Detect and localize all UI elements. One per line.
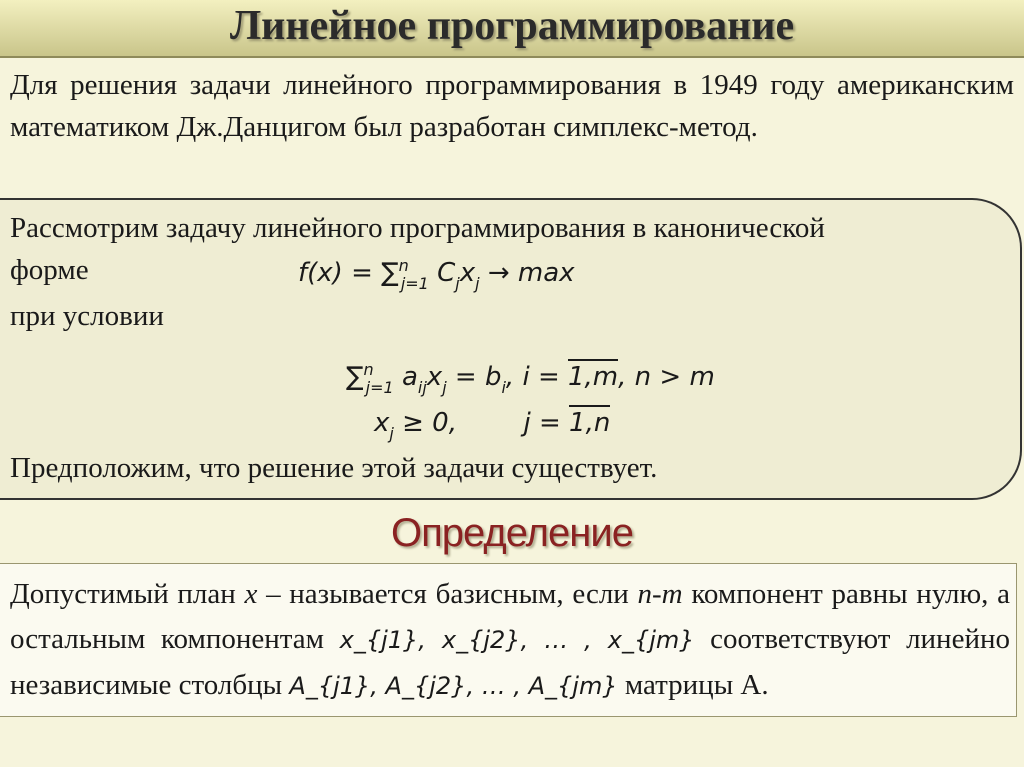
slide-title: Линейное программирование — [229, 3, 795, 49]
definition-box — [0, 563, 1017, 717]
objective-function: f(x) = ∑$^n_{j=1}$ $C_jx_j \to \max$ — [298, 256, 575, 293]
panel-line-1: Рассмотрим задачу линейного программирования в канонической — [10, 212, 825, 244]
condition-label: при условии — [10, 300, 164, 332]
problem-panel — [0, 198, 1022, 500]
definition-text: Допустимый план x – называется базисным, если n-m компонент равны нулю, а остальным компонентам x_{j1}, x_{j2}, … , x_{jm} соответствуют линейно независимые столбцы A_{j1}, A_{j2}, … , A_{jm} матрицы A. — [10, 578, 1010, 701]
intro-paragraph: Для решения задачи линейного программирования в 1949 году американским математиком Дж.Данцигом был разработан симплекс-метод. — [10, 69, 1014, 143]
definition-heading: Определение — [391, 511, 633, 555]
panel-line-2: форме — [10, 254, 89, 286]
nonnegativity-constraint: $x_j \ge 0$, j = 1,n — [374, 408, 610, 443]
panel-conclusion: Предположим, что решение этой задачи существует. — [10, 452, 658, 484]
title-bar — [0, 0, 1024, 58]
constraint-equation: ∑$^n_{j=1}$ $a_{ij}x_j = b_i$, i = 1,m, n > m — [346, 360, 715, 397]
